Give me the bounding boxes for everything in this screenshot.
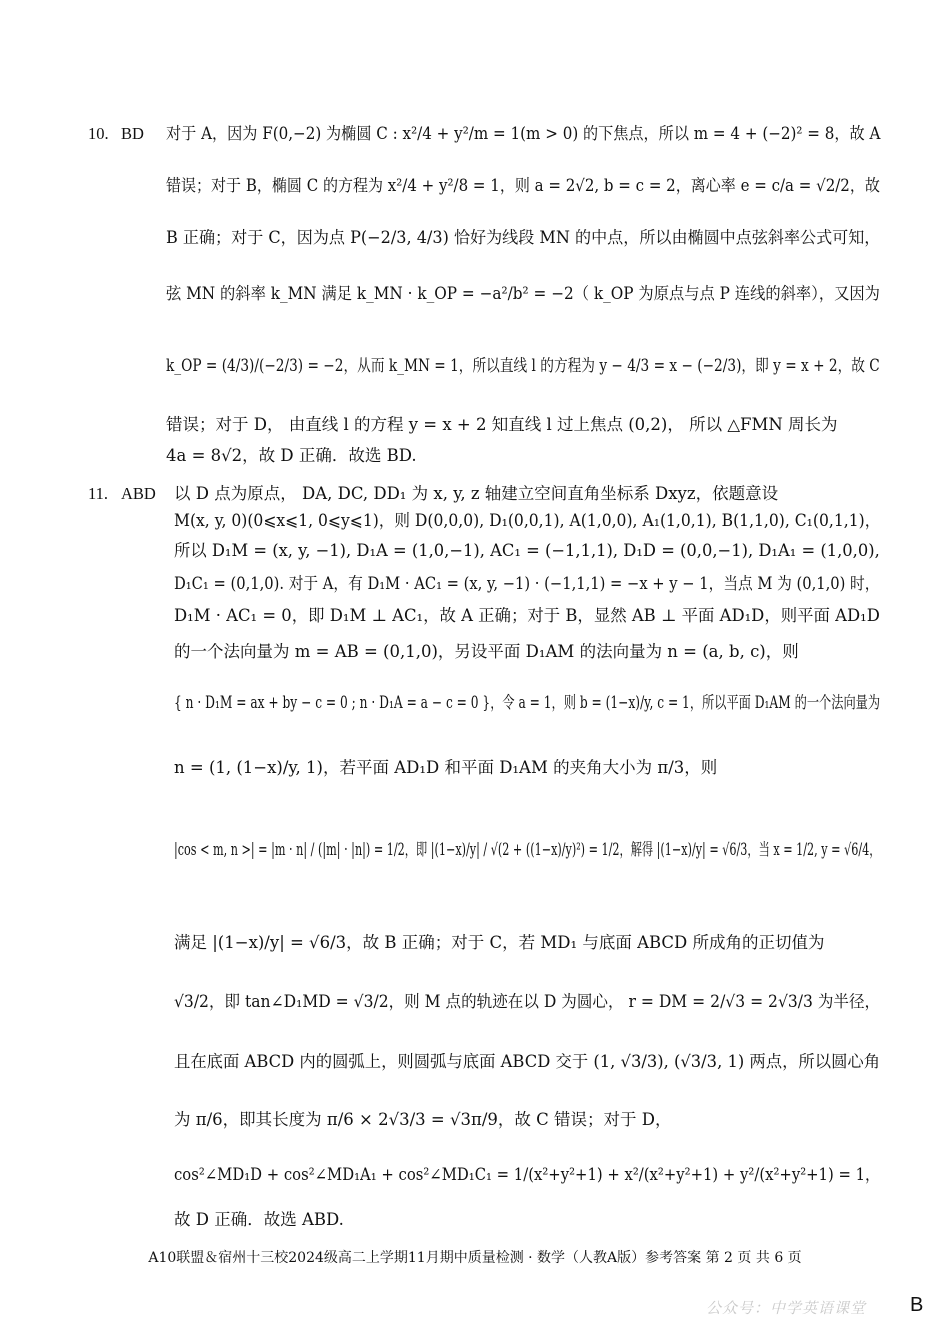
q10-line-6: 错误；对于 D， 由直线 l 的方程 y = x + 2 知直线 l 过上焦点 (0,2)， 所以 △FMN 周长为 [166,415,838,434]
page-footer: A10联盟＆宿州十三校2024级高二上学期11月期中质量检测 · 数学（人教A版）参考答案 第 2 页 共 6 页 [148,1250,802,1266]
q11-line-12: 且在底面 ABCD 内的圆弧上，则圆弧与底面 ABCD 交于 (1, √3/3), (√3/3, 1) 两点，所以圆心角 [174,1052,881,1071]
q11-line-9: |cos < m, n >| = |m · n| / (|m| · |n|) = 1/2，即 |(1−x)/y| / √(2 + ((1−x)/y)²) = 1/2，解得 |(1−x)/y| = √6/3，当 x = 1/2, y = √6/4， [174,840,881,859]
q11-line-11: √3/2，即 tan∠D₁MD = √3/2，则 M 点的轨迹在以 D 为圆心， r = DM = 2/√3 = 2√3/3 为半径， [174,992,881,1011]
q10-line-7: 4a = 8√2，故 D 正确．故选 BD. [166,446,417,465]
q10-line-3: B 正确；对于 C，因为点 P(−2/3, 4/3) 恰好为线段 MN 的中点，所以由椭圆中点弦斜率公式可知， [166,228,881,247]
q11-line-6: 的一个法向量为 m = AB = (0,1,0)，另设平面 D₁AM 的法向量为 n = (a, b, c)，则 [174,642,799,661]
q11-line-5: D₁M · AC₁ = 0，即 D₁M ⊥ AC₁，故 A 正确；对于 B，显然 AB ⊥ 平面 AD₁D，则平面 AD₁D [174,606,880,625]
q11-line-2: M(x, y, 0)(0⩽x⩽1, 0⩽y⩽1)，则 D(0,0,0), D₁(0,0,1), A(1,0,0), A₁(1,0,1), B(1,1,0), C₁(0,1,1)， [174,511,881,530]
watermark-text: 公众号：中学英语课堂 [706,1299,867,1317]
q11-line-13: 为 π/6，即其长度为 π/6 × 2√3/3 = √3π/9，故 C 错误；对于 D， [174,1110,672,1129]
q11-line-3: 所以 D₁M = (x, y, −1), D₁A = (1,0,−1), AC₁ = (−1,1,1), D₁D = (0,0,−1), D₁A₁ = (1,0,0), [174,541,880,560]
q11-line-10: 满足 |(1−x)/y| = √6/3，故 B 正确；对于 C，若 MD₁ 与底面 ABCD 所成角的正切值为 [174,933,825,952]
q11-line-8: n = (1, (1−x)/y, 1)，若平面 AD₁D 和平面 D₁AM 的夹角大小为 π/3，则 [174,758,718,777]
q11-line-7: { n · D₁M = ax + by − c = 0 ; n · D₁A = a − c = 0 }，令 a = 1，则 b = (1−x)/y, c = 1，所以平面 D₁AM 的一个法向量为 [174,693,881,712]
q11-line-4: D₁C₁ = (0,1,0). 对于 A，有 D₁M · AC₁ = (x, y, −1) · (−1,1,1) = −x + y − 1，当点 M 为 (0,1,0) 时， [174,574,880,593]
q10-line-4: 弦 MN 的斜率 k_MN 满足 k_MN · k_OP = −a²/b² = −2（ k_OP 为原点与点 P 连线的斜率），又因为 [166,284,880,303]
q10-line-2: 错误；对于 B，椭圆 C 的方程为 x²/4 + y²/8 = 1，则 a = 2√2, b = c = 2，离心率 e = c/a = √2/2，故 [166,176,880,195]
q10-answer: BD [121,124,144,143]
corner-mark: B [910,1294,924,1316]
q10-line-5: k_OP = (4/3)/(−2/3) = −2，从而 k_MN = 1，所以直线 l 的方程为 y − 4/3 = x − (−2/3)，即 y = x + 2，故 C [166,356,880,375]
q11-line-1: 以 D 点为原点， DA, DC, DD₁ 为 x, y, z 轴建立空间直角坐标系 Dxyz，依题意设 [174,484,779,503]
q11-number: 11. [88,484,109,503]
q11-line-15: 故 D 正确．故选 ABD. [174,1210,344,1229]
q10-number: 10. [88,124,109,143]
q11-answer: ABD [121,484,156,503]
q11-line-14: cos²∠MD₁D + cos²∠MD₁A₁ + cos²∠MD₁C₁ = 1/(x²+y²+1) + x²/(x²+y²+1) + y²/(x²+y²+1) = 1， [174,1165,880,1184]
q10-line-1: 对于 A，因为 F(0,−2) 为椭圆 C : x²/4 + y²/m = 1(m > 0) 的下焦点，所以 m = 4 + (−2)² = 8，故 A [166,124,881,143]
